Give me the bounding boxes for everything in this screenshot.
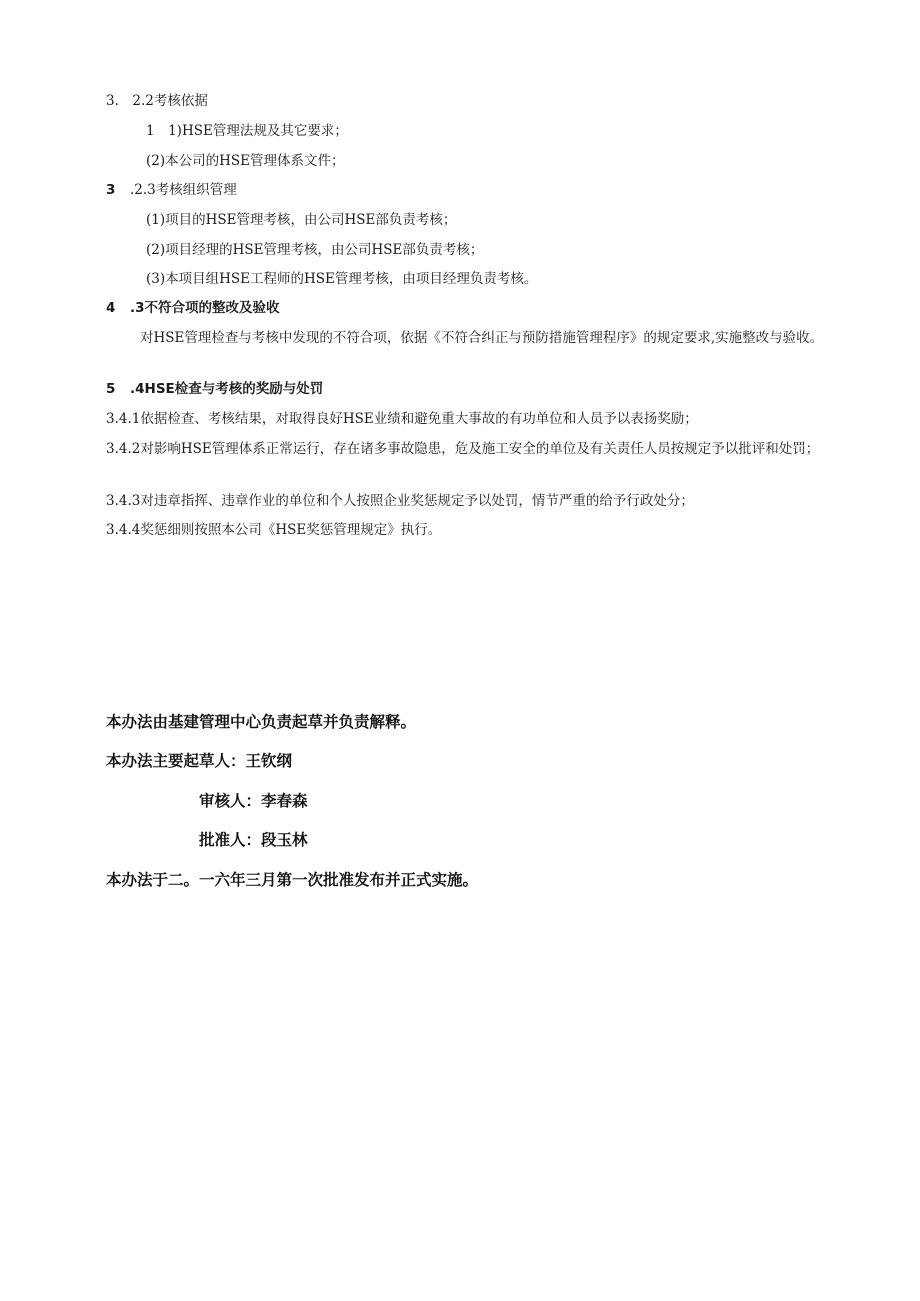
heading-number: 4 [106,300,116,316]
list-item: (2)本公司的HSE管理体系文件； [146,153,345,169]
heading-text: .4HSE检查与考核的奖励与处罚 [130,381,324,397]
list-item: 3.4.4奖惩细则按照本公司《HSE奖惩管理规定》执行。 [106,522,442,538]
reviewer-line: 审核人：李春森 [199,792,308,810]
list-item: (2)项目经理的HSE管理考核，由公司HSE部负责考核； [146,242,484,258]
heading-number: 3 [106,182,116,198]
drafter-line: 本办法主要起草人：王钦纲 [106,752,293,770]
list-item: 1 1)HSE管理法规及其它要求； [146,123,348,139]
list-item: (3)本项目组HSE工程师的HSE管理考核，由项目经理负责考核。 [146,271,538,287]
heading-text: .2.3考核组织管理 [130,182,237,198]
heading-number: 5 [106,381,116,397]
heading-3-4 [106,380,323,398]
drafting-statement: 本办法由基建管理中心负责起草并负责解释。 [106,713,417,731]
list-item: 3.4.1依据检查、考核结果，对取得良好HSE业绩和避免重大事故的有功单位和人员予以表扬奖励； [106,411,698,427]
list-item: 3.4.2对影响HSE管理体系正常运行，存在诸多事故隐患，危及施工安全的单位及有关责任人员按规定予以批评和处罚； [106,441,820,457]
heading-3-2-2: 3. 2.2考核依据 [106,93,208,109]
list-item: (1)项目的HSE管理考核，由公司HSE部负责考核； [146,212,457,228]
heading-3-2-3 [106,181,237,199]
heading-3-3 [106,299,280,317]
heading-text: .3不符合项的整改及验收 [130,300,280,316]
paragraph-nonconformity: 对HSE管理检查与考核中发现的不符合项，依据《不符合纠正与预防措施管理程序》的规定要求,实施整改与验收。 [140,330,824,346]
approver-line: 批准人：段玉林 [199,831,308,849]
list-item: 3.4.3对违章指挥、违章作业的单位和个人按照企业奖惩规定予以处罚，情节严重的给予行政处分； [106,493,694,509]
effective-date-statement: 本办法于二。一六年三月第一次批准发布并正式实施。 [106,871,479,889]
